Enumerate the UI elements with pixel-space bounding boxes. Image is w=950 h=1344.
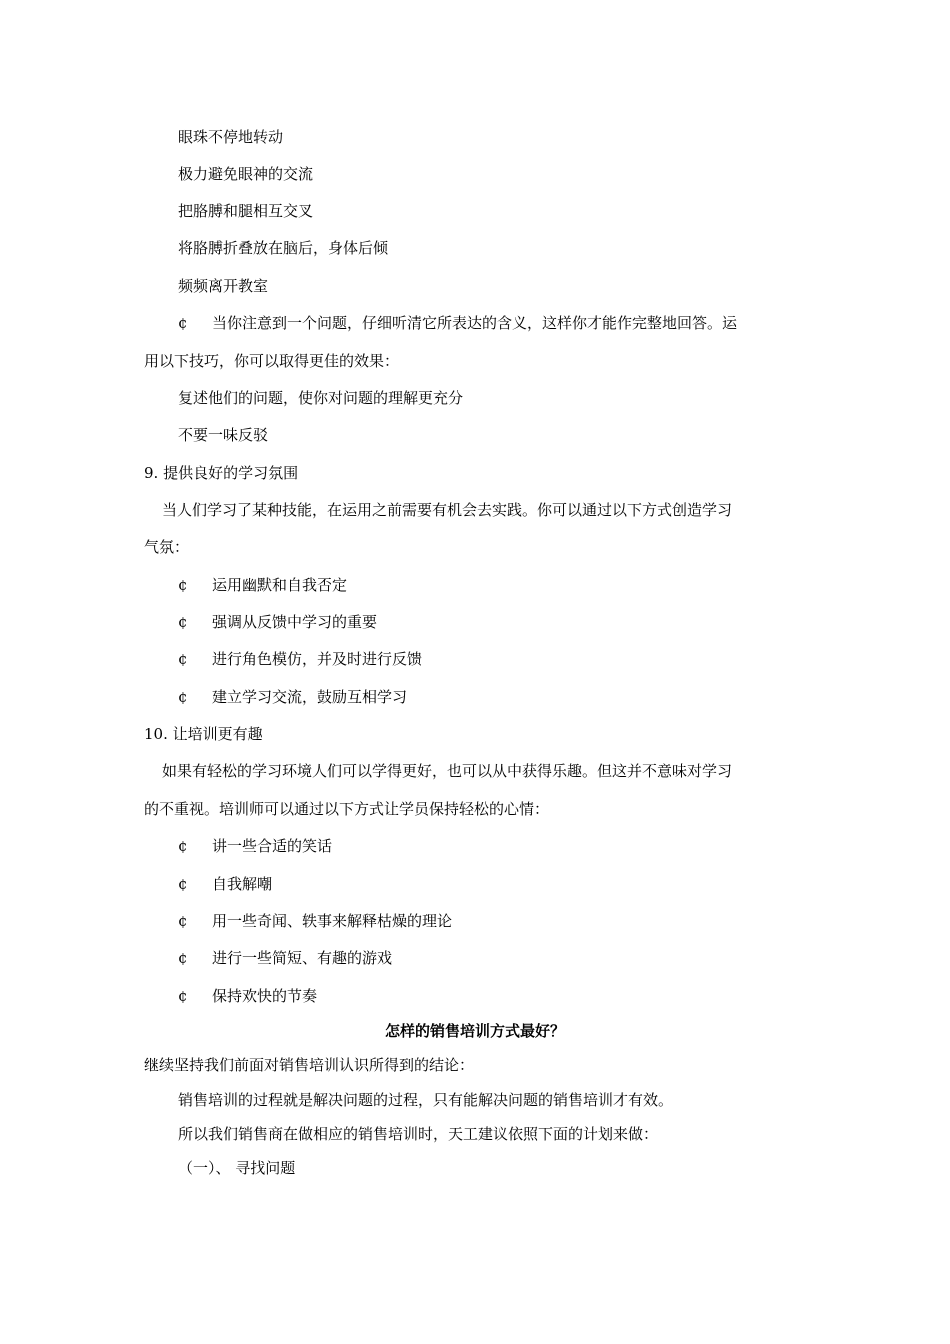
bullet-icon: ¢ [178,613,188,631]
paragraph-line: 的不重视。培训师可以通过以下方式让学员保持轻松的心情： [144,800,550,818]
list-item: 进行一些简短、有趣的游戏 [212,949,393,967]
list-item: 用一些奇闻、轶事来解释枯燥的理论 [212,912,453,930]
list-item: 讲一些合适的笑话 [212,837,333,855]
page-title: 怎样的销售培训方式最好？ [384,1022,565,1040]
bullet-icon: ¢ [178,314,188,332]
list-item: 进行角色模仿，并及时进行反馈 [212,650,423,668]
bullet-icon: ¢ [178,837,188,855]
paragraph-line: 当你注意到一个问题，仔细听清它所表达的含义，这样你才能作完整地回答。运 [212,314,738,332]
paragraph-line: 气氛： [144,538,190,556]
list-item: 极力避免眼神的交流 [178,165,314,183]
paragraph-line: 销售培训的过程就是解决问题的过程，只有能解决问题的销售培训才有效。 [178,1091,674,1109]
list-item: 自我解嘲 [212,875,273,893]
bullet-icon: ¢ [178,987,188,1005]
list-item: 保持欢快的节奏 [212,987,318,1005]
list-item: 把胳膊和腿相互交叉 [178,202,314,220]
list-item: 运用幽默和自我否定 [212,576,348,594]
paragraph-line: 继续坚持我们前面对销售培训认识所得到的结论： [144,1056,475,1074]
list-item: 复述他们的问题，使你对问题的理解更充分 [178,389,464,407]
section-heading: 10. 让培训更有趣 [144,725,263,743]
list-item: 不要一味反驳 [178,426,269,444]
step-heading: （一）、 寻找问题 [178,1159,296,1177]
paragraph-line: 所以我们销售商在做相应的销售培训时，天工建议依照下面的计划来做： [178,1125,659,1143]
bullet-icon: ¢ [178,875,188,893]
bullet-icon: ¢ [178,650,188,668]
paragraph-line: 当人们学习了某种技能，在运用之前需要有机会去实践。你可以通过以下方式创造学习 [162,501,733,519]
paragraph-line: 用以下技巧，你可以取得更佳的效果： [144,352,400,370]
list-item: 建立学习交流，鼓励互相学习 [212,688,408,706]
list-item: 频频离开教室 [178,277,269,295]
bullet-icon: ¢ [178,912,188,930]
bullet-icon: ¢ [178,949,188,967]
paragraph-line: 如果有轻松的学习环境人们可以学得更好，也可以从中获得乐趣。但这并不意味对学习 [162,762,733,780]
list-item: 将胳膊折叠放在脑后，身体后倾 [178,239,389,257]
list-item: 眼珠不停地转动 [178,128,284,146]
bullet-icon: ¢ [178,688,188,706]
section-heading: 9. 提供良好的学习氛围 [144,464,299,482]
bullet-icon: ¢ [178,576,188,594]
list-item: 强调从反馈中学习的重要 [212,613,378,631]
